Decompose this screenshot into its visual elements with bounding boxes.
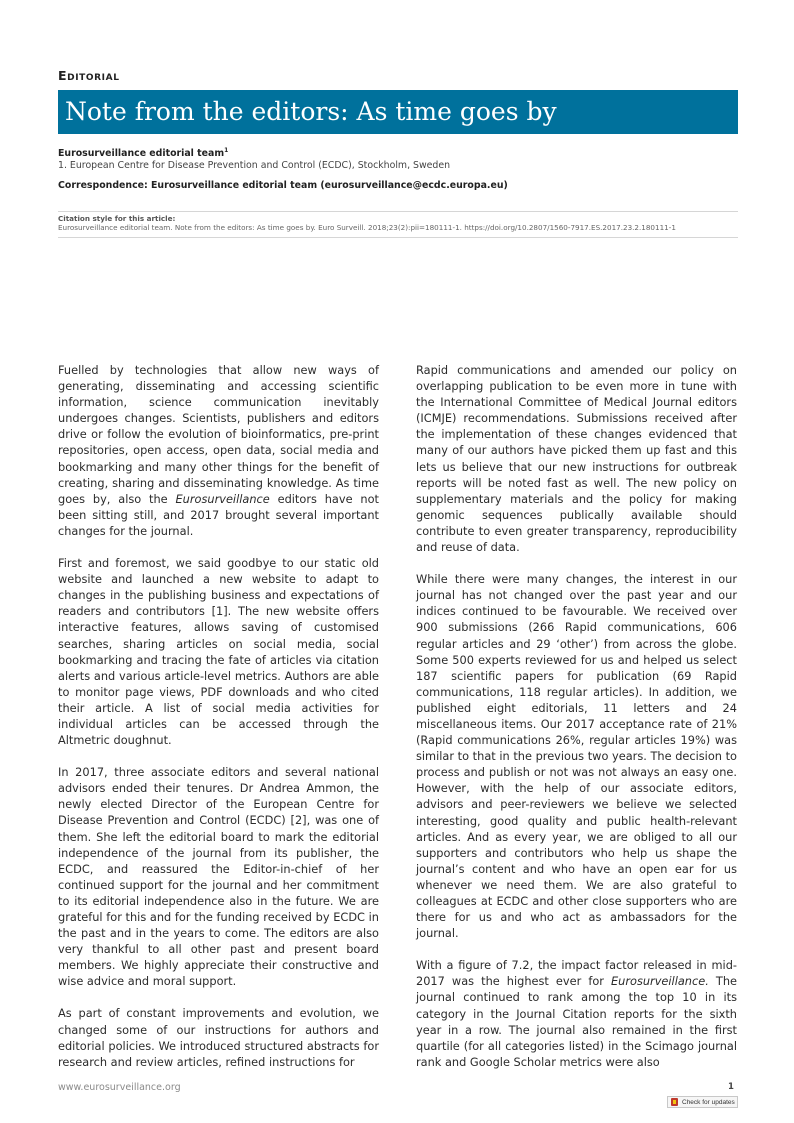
page-number: 1 <box>728 1082 734 1092</box>
right-column <box>416 362 737 1070</box>
citation-label: Citation style for this article: <box>58 214 176 223</box>
crossmark-icon <box>671 1098 678 1106</box>
body-paragraph <box>58 555 379 748</box>
citation-block <box>58 211 738 238</box>
left-column <box>58 362 379 1070</box>
paragraph-text: The journal continued to rank among the top 10 in its category in the Journal Citation reports for the sixth year in a row. The journal also remained in the first quartile (for all categories listed) in the Scimago journal rank and Google Scholar metrics were also <box>416 974 737 1069</box>
body-paragraph <box>58 764 379 989</box>
author-name <box>58 145 738 160</box>
paragraph-text: In 2017, three associate editors and several national advisors ended their tenures. Dr Andrea Ammon, the newly elected Director of the European Centre for Disease Prevention and Control (ECDC) [2], was one of them. She left the editorial board to mark the editorial independence of the journal from its publisher, the ECDC, and reassured the Editor-in-chief of her continued support for the journal and her commitment to its editorial independence also in the future. We are grateful for this and for the funding received by ECDC in the past and in the years to come. The editors are also very thankful to all other past and present board members. We highly appreciate their constructive and wise advice and moral support. <box>58 765 379 989</box>
body-paragraph <box>58 362 379 539</box>
body-paragraph <box>416 362 737 555</box>
citation-text: Eurosurveillance editorial team. Note from the editors: As time goes by. Euro Surveill. 2018;23(2):pii=180111-1. https://doi.org/10.2807/1560-7917.ES.2017.23.2.180111-1 <box>58 222 676 232</box>
title-bar <box>58 90 738 134</box>
paragraph-text: editors have not been sitting still, and 2017 brought several important changes for the journal. <box>58 491 379 538</box>
paragraph-text: As part of constant improvements and evolution, we changed some of our instructions for authors and editorial policies. We introduced structured abstracts for research and review articles, refined instructions for <box>58 1006 379 1069</box>
body-paragraph <box>58 1005 379 1069</box>
article-title: Note from the editors: As time goes by <box>65 97 557 126</box>
body-paragraph <box>416 957 737 1070</box>
author-block <box>58 145 738 192</box>
correspondence: Correspondence: Eurosurveillance editorial team (eurosurveillance@ecdc.europa.eu) <box>58 180 508 192</box>
badge-label: Check for updates <box>682 1098 735 1106</box>
journal-name-italic: Eurosurveillance. <box>610 974 709 989</box>
author-name-text: Eurosurveillance editorial team <box>58 148 225 160</box>
check-for-updates-badge[interactable] <box>667 1096 738 1108</box>
footer-url[interactable]: www.eurosurveillance.org <box>58 1082 181 1093</box>
paragraph-text: Rapid communications and amended our policy on overlapping publication to be even more in tune with the International Committee of Medical Journal editors (ICMJE) recommendations. Submissions received after the implementation of these changes evidenced that many of our authors have picked them up fast and this lets us believe that our new instructions for outbreak reports will be noted fast as well. The new policy on supplementary materials and the policy for making genomic sequences publically available should contribute to even greater transparency, reproducibility and reuse of data. <box>416 363 737 555</box>
paragraph-text: While there were many changes, the interest in our journal has not changed over the past year and our indices continued to be favourable. We received over 900 submissions (266 Rapid communications, 606 regular articles and 29 ‘other’) from across the globe. Some 500 experts reviewed for us and helped us select 187 scientific papers for publication (69 Rapid communications, 118 regular articles). In addition, we published eight editorials, 11 letters and 24 miscellaneous items. Our 2017 acceptance rate of 21% (Rapid communications 26%, regular articles 19%) was similar to that in the previous two years. The decision to process and publish or not was not always an easy one. However, with the help of our associate editors, advisors and peer-reviewers we believe we selected interesting, good quality and public health-relevant articles. And as every year, we are obliged to all our supporters and contributors who help us shape the journal’s content and who have an open ear for us whenever we need them. We are also grateful to colleagues at ECDC and other close supporters who are there for us and who act as ambassadors for the journal. <box>416 572 737 941</box>
paragraph-text: With a figure of 7.2, the impact factor released in mid-2017 was the highest ever for <box>416 958 737 989</box>
section-label: Editorial <box>58 68 120 83</box>
paragraph-text: First and foremost, we said goodbye to our static old website and launched a new website to adapt to changes in the publishing business and expectations of readers and contributors [1]. The new website offers interactive features, allows saving of customised searches, sharing articles on social media, social bookmarking and tracing the fate of articles via citation alerts and various article-level metrics. Authors are able to monitor page views, PDF downloads and who cited their article. A list of social media activities for individual articles can be accessed through the Altmetric doughnut. <box>58 556 379 748</box>
affiliation-marker: 1 <box>224 147 229 154</box>
journal-name-italic: Eurosurveillance <box>175 491 270 506</box>
paragraph-text: Fuelled by technologies that allow new ways of generating, disseminating and accessing scientific information, science communication inevitably undergoes changes. Scientists, publishers and editors drive or follow the evolution of bioinformatics, pre-print repositories, open access, open data, social media and bookmarking and many other things for the benefit of creating, sharing and disseminating knowledge. As time goes by, also the <box>58 363 379 506</box>
body-paragraph <box>416 571 737 941</box>
affiliation: 1. European Centre for Disease Prevention and Control (ECDC), Stockholm, Sweden <box>58 160 451 172</box>
